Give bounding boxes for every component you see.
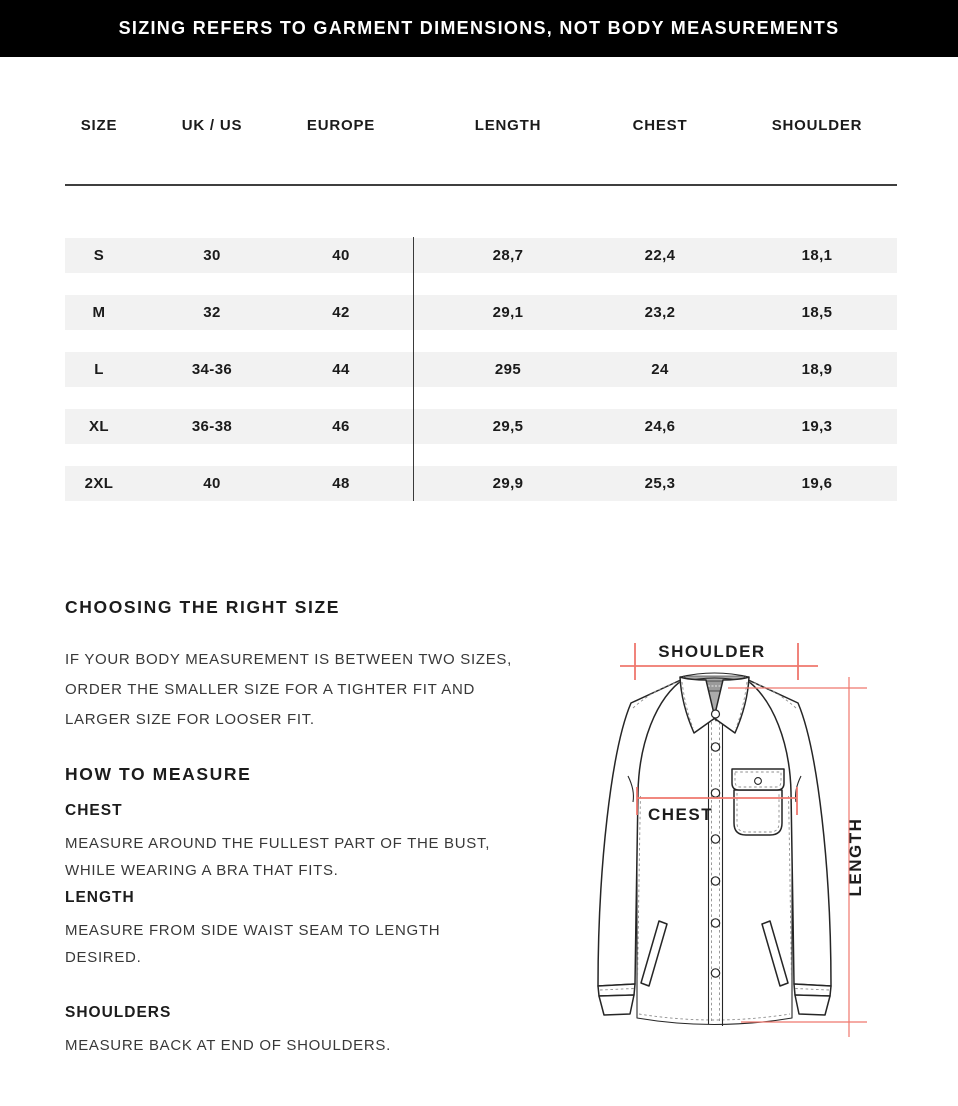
shoulders-subheading: SHOULDERS bbox=[65, 1004, 172, 1021]
col-header-europe: EUROPE bbox=[306, 116, 376, 134]
button bbox=[711, 835, 719, 843]
paragraph-line: DESIRED. bbox=[65, 949, 142, 966]
choosing-size-paragraph bbox=[65, 645, 512, 735]
pocket-button bbox=[755, 778, 762, 785]
cell-chest: 22,4 bbox=[644, 247, 676, 264]
shoulders-paragraph bbox=[65, 1032, 391, 1059]
shirt-illustration bbox=[598, 673, 831, 1026]
col-header-length: LENGTH bbox=[474, 116, 542, 134]
paragraph-line: MEASURE FROM SIDE WAIST SEAM TO LENGTH bbox=[65, 922, 441, 939]
chest-pocket-body bbox=[734, 790, 782, 835]
cell-uk-us: 34-36 bbox=[191, 361, 233, 378]
table-row bbox=[65, 352, 897, 387]
length-subheading: LENGTH bbox=[65, 889, 135, 906]
cell-chest: 25,3 bbox=[644, 475, 676, 492]
cell-europe: 40 bbox=[332, 247, 350, 264]
cell-shoulder: 18,9 bbox=[801, 361, 833, 378]
length-diagram-label: LENGTH bbox=[846, 817, 865, 897]
left-cuff bbox=[599, 995, 634, 1015]
choosing-size-title: CHOOSING THE RIGHT SIZE bbox=[65, 596, 341, 617]
button bbox=[712, 710, 720, 718]
cell-europe: 42 bbox=[332, 304, 350, 321]
left-cuff-band bbox=[598, 984, 635, 996]
cell-length: 295 bbox=[494, 361, 522, 378]
cell-uk-us: 36-38 bbox=[191, 418, 233, 435]
cell-uk-us: 32 bbox=[203, 304, 221, 321]
cell-length: 29,1 bbox=[492, 304, 524, 321]
cell-size: L bbox=[94, 361, 104, 378]
banner-text: SIZING REFERS TO GARMENT DIMENSIONS, NOT BODY MEASUREMENTS bbox=[118, 18, 840, 38]
cell-size: M bbox=[92, 304, 106, 321]
cell-shoulder: 18,5 bbox=[801, 304, 833, 321]
size-table-header-row bbox=[65, 111, 897, 139]
table-row bbox=[65, 466, 897, 501]
cell-length: 29,9 bbox=[492, 475, 524, 492]
table-header-rule bbox=[65, 184, 897, 186]
cell-europe: 46 bbox=[332, 418, 350, 435]
button bbox=[711, 969, 719, 977]
cell-chest: 23,2 bbox=[644, 304, 676, 321]
paragraph-line: MEASURE AROUND THE FULLEST PART OF THE BUST, bbox=[65, 835, 491, 852]
col-header-chest: CHEST bbox=[632, 116, 688, 134]
cell-uk-us: 40 bbox=[203, 475, 221, 492]
chest-paragraph bbox=[65, 830, 490, 884]
paragraph-line: IF YOUR BODY MEASUREMENT IS BETWEEN TWO SIZES, bbox=[65, 651, 512, 668]
table-row bbox=[65, 238, 897, 273]
table-row bbox=[65, 409, 897, 444]
cell-chest: 24 bbox=[651, 361, 669, 378]
cell-chest: 24,6 bbox=[644, 418, 676, 435]
col-header-shoulder: SHOULDER bbox=[771, 116, 863, 134]
cell-shoulder: 19,3 bbox=[801, 418, 833, 435]
button bbox=[711, 789, 719, 797]
cell-size: XL bbox=[89, 418, 109, 435]
button bbox=[711, 877, 719, 885]
button bbox=[711, 743, 719, 751]
cell-size: 2XL bbox=[84, 475, 114, 492]
how-to-measure-title: HOW TO MEASURE bbox=[65, 763, 252, 784]
button bbox=[711, 919, 719, 927]
cell-uk-us: 30 bbox=[203, 247, 221, 264]
paragraph-line: LARGER SIZE FOR LOOSER FIT. bbox=[65, 711, 315, 728]
paragraph-line: ORDER THE SMALLER SIZE FOR A TIGHTER FIT AND bbox=[65, 681, 476, 698]
cell-size: S bbox=[93, 247, 105, 264]
chest-subheading: CHEST bbox=[65, 802, 123, 819]
col-header-size: SIZE bbox=[80, 116, 118, 134]
cell-shoulder: 19,6 bbox=[801, 475, 833, 492]
col-header-uk-us: UK / US bbox=[181, 116, 243, 134]
cell-europe: 44 bbox=[332, 361, 350, 378]
shirt-measurement-diagram bbox=[593, 630, 885, 1075]
right-cuff-band bbox=[794, 984, 831, 996]
length-paragraph bbox=[65, 917, 440, 971]
table-column-divider bbox=[413, 237, 414, 501]
cell-length: 29,5 bbox=[492, 418, 524, 435]
paragraph-line: WHILE WEARING A BRA THAT FITS. bbox=[65, 862, 339, 879]
paragraph-line: MEASURE BACK AT END OF SHOULDERS. bbox=[65, 1037, 391, 1054]
shoulder-diagram-label: SHOULDER bbox=[658, 642, 766, 661]
cell-length: 28,7 bbox=[492, 247, 524, 264]
chest-diagram-label: CHEST bbox=[648, 805, 714, 824]
banner bbox=[0, 0, 958, 57]
right-cuff bbox=[795, 995, 830, 1015]
cell-shoulder: 18,1 bbox=[801, 247, 833, 264]
cell-europe: 48 bbox=[332, 475, 350, 492]
table-row bbox=[65, 295, 897, 330]
